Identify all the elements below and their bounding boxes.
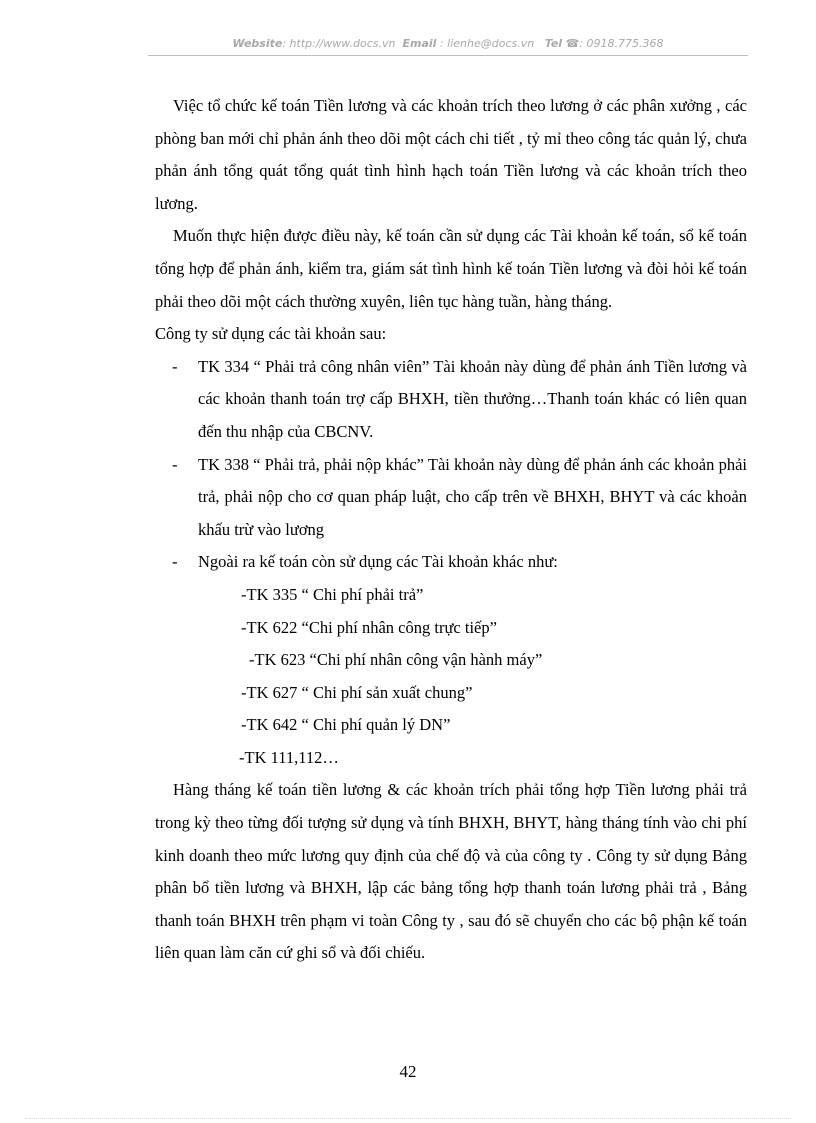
paragraph-3: Công ty sử dụng các tài khoản sau: [155,324,387,344]
footer-divider [25,1118,791,1119]
bullet-dash: - [172,356,178,376]
document-body [155,90,747,970]
email-address[interactable]: : lienhe@docs.vn [439,37,535,50]
email-label: Email [402,37,437,50]
paragraph-1: Việc tổ chức kế toán Tiền lương và các khoản trích theo lương ở các phân xưởng , các phòng ban mới chỉ phản ánh theo dõi một cách chi tiết , tỷ mỉ theo công tác quản lý, chưa phản ánh tổng quát tổng quát tình hình hạch toán Tiền lương và các khoản trích theo lương. [155,96,747,213]
sub-account-item: -TK 622 “Chi phí nhân công trực tiếp” [241,617,497,637]
bullet-item [155,546,747,579]
bullet-text-2: TK 338 “ Phải trả, phải nộp khác” Tài khoản này dùng để phản ánh các khoản phải trả, phải nộp cho cơ quan pháp luật, cho cấp trên về BHXH, BHYT và các khoản khấu trừ vào lương [198,454,747,539]
phone-number: ☎: 0918.775.368 [565,37,664,50]
sub-account-item: -TK 642 “ Chi phí quản lý DN” [241,715,451,735]
bullet-text-3: Ngoài ra kế toán còn sử dụng các Tài khoản khác như: [198,552,558,572]
closing-paragraph: Hàng tháng kế toán tiền lương & các khoản trích phải tổng hợp Tiền lương phải trả trong kỳ theo từng đối tượng sử dụng và tính BHXH, BHYT, hàng tháng tính vào chi phí kinh doanh theo mức lương quy định của chế độ và của công ty . Công ty sử dụng Bảng phân bổ tiền lương và BHXH, lập các bảng tổng hợp thanh toán lương phải trả , Bảng thanh toán BHXH trên phạm vi toàn Công ty , sau đó sẽ chuyển cho các bộ phận kế toán liên quan làm căn cứ ghi sổ và đối chiếu. [155,780,747,963]
sub-account-item: -TK 627 “ Chi phí sản xuất chung” [241,682,473,702]
tel-label: Tel [544,37,563,50]
bullet-dash: - [172,454,178,474]
sub-account-item: -TK 335 “ Chi phí phải trả” [241,584,424,604]
page-number: 42 [399,1062,417,1081]
bullet-item [155,351,747,449]
bullet-item [155,449,747,547]
paragraph-2: Muốn thực hiện được điều này, kế toán cần sử dụng các Tài khoản kế toán, sổ kế toán tổng hợp để phản ánh, kiểm tra, giám sát tình hình kế toán Tiền lương và đòi hỏi kế toán phải theo dõi một cách thường xuyên, liên tục hàng tuần, hàng tháng. [155,226,747,311]
bullet-text-1: TK 334 “ Phải trả công nhân viên” Tài khoản này dùng để phản ánh Tiền lương và các khoản thanh toán trợ cấp BHXH, tiền thưởng…Thanh toán khác có liên quan đến thu nhập của CBCNV. [198,356,747,441]
website-url[interactable]: : http://www.docs.vn [282,37,396,50]
sub-account-item: -TK 623 “Chi phí nhân công vận hành máy” [249,650,543,670]
sub-account-item: -TK 111,112… [239,747,339,767]
page-header [148,36,748,56]
bullet-dash: - [172,552,178,572]
website-label: Website [232,37,283,50]
